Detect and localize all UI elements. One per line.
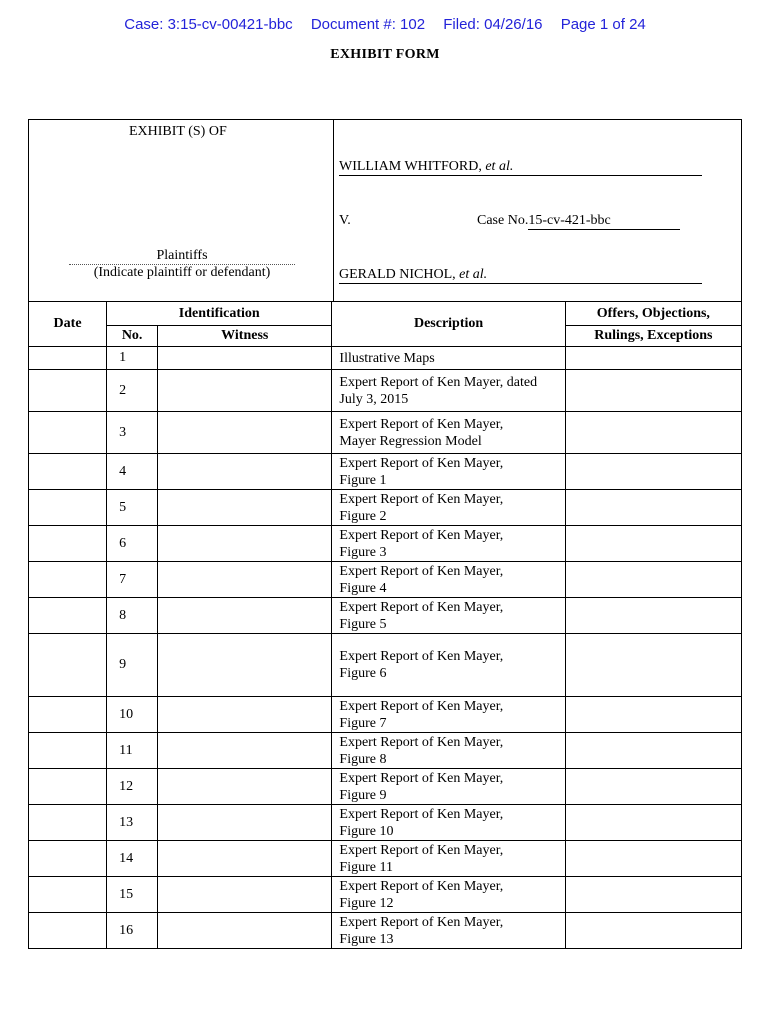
description-cell — [332, 490, 565, 526]
table-row — [29, 490, 742, 526]
description-cell — [332, 370, 565, 412]
exhibit-number-cell: 11 — [107, 733, 158, 769]
table-row — [29, 841, 742, 877]
description-line-1: Expert Report of Ken Mayer, — [339, 649, 504, 664]
case-number-value: 15-cv-421-bbc — [528, 212, 680, 230]
stamp-case: Case: 3:15-cv-00421-bbc — [124, 16, 293, 33]
description-line-1: Expert Report of Ken Mayer, — [339, 914, 504, 930]
offers-objections-cell[interactable] — [565, 347, 741, 370]
stamp-document: Document #: 102 — [310, 16, 426, 33]
date-cell[interactable] — [29, 805, 107, 841]
exhibit-number-cell: 9 — [107, 634, 158, 697]
offers-objections-cell[interactable] — [565, 733, 741, 769]
col-header-witness: Witness — [158, 326, 332, 347]
description-cell — [332, 841, 565, 877]
plaintiff-etal: et al. — [485, 159, 514, 174]
description-line-2: Figure 6 — [339, 666, 387, 681]
exhibit-number-cell: 14 — [107, 841, 158, 877]
description-line-2: Figure 7 — [339, 715, 387, 731]
description-cell — [332, 769, 565, 805]
witness-cell[interactable] — [158, 634, 332, 697]
witness-cell[interactable] — [158, 877, 332, 913]
description-line-2: Figure 12 — [339, 895, 394, 911]
caption-box — [28, 119, 742, 302]
description-cell — [332, 634, 565, 697]
description-line-2: Figure 9 — [339, 787, 387, 803]
exhibit-number-cell: 5 — [107, 490, 158, 526]
witness-cell[interactable] — [158, 347, 332, 370]
offers-objections-cell[interactable] — [565, 598, 741, 634]
offers-objections-cell[interactable] — [565, 697, 741, 733]
witness-cell[interactable] — [158, 526, 332, 562]
description-line-2: Figure 11 — [339, 859, 393, 875]
description-cell — [332, 412, 565, 454]
witness-cell[interactable] — [158, 370, 332, 412]
description-cell — [332, 562, 565, 598]
offers-objections-cell[interactable] — [565, 370, 741, 412]
table-row — [29, 913, 742, 949]
exhibit-number-cell: 13 — [107, 805, 158, 841]
table-row — [29, 347, 742, 370]
exhibit-number-cell: 10 — [107, 697, 158, 733]
stamp-filed: Filed: 04/26/16 — [443, 16, 543, 33]
description-line-2: Figure 2 — [339, 508, 387, 524]
date-cell[interactable] — [29, 490, 107, 526]
witness-cell[interactable] — [158, 805, 332, 841]
offers-objections-cell[interactable] — [565, 412, 741, 454]
case-number-label: Case No. — [477, 213, 529, 228]
description-cell — [332, 805, 565, 841]
witness-cell[interactable] — [158, 769, 332, 805]
exhibit-number-cell: 15 — [107, 877, 158, 913]
table-row — [29, 412, 742, 454]
description-line-1: Expert Report of Ken Mayer, — [339, 734, 504, 750]
exhibit-of-label: EXHIBIT (S) OF — [129, 124, 227, 139]
offers-objections-cell[interactable] — [565, 877, 741, 913]
date-cell[interactable] — [29, 733, 107, 769]
description-line-2: Figure 13 — [339, 931, 394, 947]
description-line-1: Expert Report of Ken Mayer, — [339, 599, 504, 615]
description-line-1: Expert Report of Ken Mayer, dated — [339, 374, 538, 390]
exhibit-number-cell: 8 — [107, 598, 158, 634]
plaintiff-name: WILLIAM WHITFORD, — [339, 159, 482, 174]
table-row — [29, 877, 742, 913]
date-cell[interactable] — [29, 913, 107, 949]
col-header-identification: Identification — [107, 302, 332, 326]
offers-objections-cell[interactable] — [565, 454, 741, 490]
table-row — [29, 370, 742, 412]
versus-label: V. — [339, 213, 351, 228]
description-line-1: Expert Report of Ken Mayer, — [339, 842, 504, 858]
description-line-1: Expert Report of Ken Mayer, — [339, 491, 504, 507]
date-cell[interactable] — [29, 562, 107, 598]
date-cell[interactable] — [29, 634, 107, 697]
description-line-1: Expert Report of Ken Mayer, — [339, 698, 504, 714]
col-header-date: Date — [29, 302, 107, 347]
col-header-description: Description — [332, 302, 565, 347]
description-line-2: Figure 1 — [339, 472, 387, 488]
offers-objections-cell[interactable] — [565, 526, 741, 562]
table-row — [29, 733, 742, 769]
table-row — [29, 697, 742, 733]
witness-cell[interactable] — [158, 697, 332, 733]
offers-objections-cell[interactable] — [565, 490, 741, 526]
description-line-1: Expert Report of Ken Mayer, — [339, 416, 504, 432]
table-row — [29, 805, 742, 841]
description-cell — [332, 877, 565, 913]
witness-cell[interactable] — [158, 841, 332, 877]
caption-divider — [333, 120, 334, 301]
witness-cell[interactable] — [158, 412, 332, 454]
offers-objections-cell[interactable] — [565, 913, 741, 949]
description-line-1: Expert Report of Ken Mayer, — [339, 770, 504, 786]
offers-objections-cell[interactable] — [565, 841, 741, 877]
plaintiff-line — [339, 158, 702, 176]
witness-cell[interactable] — [158, 490, 332, 526]
description-line-1: Expert Report of Ken Mayer, — [339, 806, 504, 822]
date-cell[interactable] — [29, 598, 107, 634]
offers-objections-cell[interactable] — [565, 805, 741, 841]
page-title: EXHIBIT FORM — [330, 47, 440, 62]
description-cell — [332, 598, 565, 634]
party-type-field: Plaintiffs — [69, 248, 295, 265]
table-row — [29, 634, 742, 697]
defendant-name: GERALD NICHOL, — [339, 267, 456, 282]
exhibit-number-cell: 12 — [107, 769, 158, 805]
exhibit-number-cell: 2 — [107, 370, 158, 412]
description-cell — [332, 454, 565, 490]
party-type-instruction: (Indicate plaintiff or defendant) — [93, 265, 271, 280]
exhibit-table — [28, 301, 742, 949]
table-row — [29, 769, 742, 805]
date-cell[interactable] — [29, 412, 107, 454]
ecf-header-stamp — [0, 16, 770, 33]
offers-objections-cell[interactable] — [565, 562, 741, 598]
witness-cell[interactable] — [158, 913, 332, 949]
witness-cell[interactable] — [158, 454, 332, 490]
description-line-2: Figure 8 — [339, 751, 387, 767]
description-line-2: July 3, 2015 — [339, 391, 409, 407]
exhibit-number-cell: 16 — [107, 913, 158, 949]
description-line-2: Mayer Regression Model — [339, 433, 482, 449]
description-cell — [332, 913, 565, 949]
col-header-no: No. — [107, 326, 158, 347]
date-cell[interactable] — [29, 877, 107, 913]
table-row — [29, 454, 742, 490]
date-cell[interactable] — [29, 769, 107, 805]
date-cell[interactable] — [29, 697, 107, 733]
description-line-1: Expert Report of Ken Mayer, — [339, 563, 504, 579]
col-header-offers: Offers, Objections, — [565, 302, 741, 326]
description-cell — [332, 733, 565, 769]
witness-cell[interactable] — [158, 562, 332, 598]
date-cell[interactable] — [29, 347, 107, 370]
case-number — [477, 212, 680, 230]
offers-objections-cell[interactable] — [565, 634, 741, 697]
date-cell[interactable] — [29, 454, 107, 490]
witness-cell[interactable] — [158, 598, 332, 634]
table-row — [29, 598, 742, 634]
date-cell[interactable] — [29, 526, 107, 562]
table-row — [29, 526, 742, 562]
description-line-1: Expert Report of Ken Mayer, — [339, 527, 504, 543]
description-cell — [332, 347, 565, 370]
exhibit-number-cell: 6 — [107, 526, 158, 562]
exhibit-number-cell: 3 — [107, 412, 158, 454]
date-cell[interactable] — [29, 841, 107, 877]
witness-cell[interactable] — [158, 733, 332, 769]
description-line-2: Figure 3 — [339, 544, 387, 560]
exhibit-number-cell: 4 — [107, 454, 158, 490]
description-line-1: Expert Report of Ken Mayer, — [339, 455, 504, 471]
description-line-2: Figure 10 — [339, 823, 394, 839]
description-line-2: Figure 4 — [339, 580, 387, 596]
table-row — [29, 562, 742, 598]
date-cell[interactable] — [29, 370, 107, 412]
defendant-etal: et al. — [459, 267, 488, 282]
description-line-1: Illustrative Maps — [339, 350, 435, 366]
col-header-rulings: Rulings, Exceptions — [565, 326, 741, 347]
description-line-2: Figure 5 — [339, 616, 387, 632]
description-cell — [332, 526, 565, 562]
description-cell — [332, 697, 565, 733]
offers-objections-cell[interactable] — [565, 769, 741, 805]
stamp-page: Page 1 of 24 — [560, 16, 646, 33]
defendant-line — [339, 266, 702, 284]
exhibit-number-cell: 7 — [107, 562, 158, 598]
description-line-1: Expert Report of Ken Mayer, — [339, 878, 504, 894]
exhibit-number-cell: 1 — [107, 347, 158, 370]
